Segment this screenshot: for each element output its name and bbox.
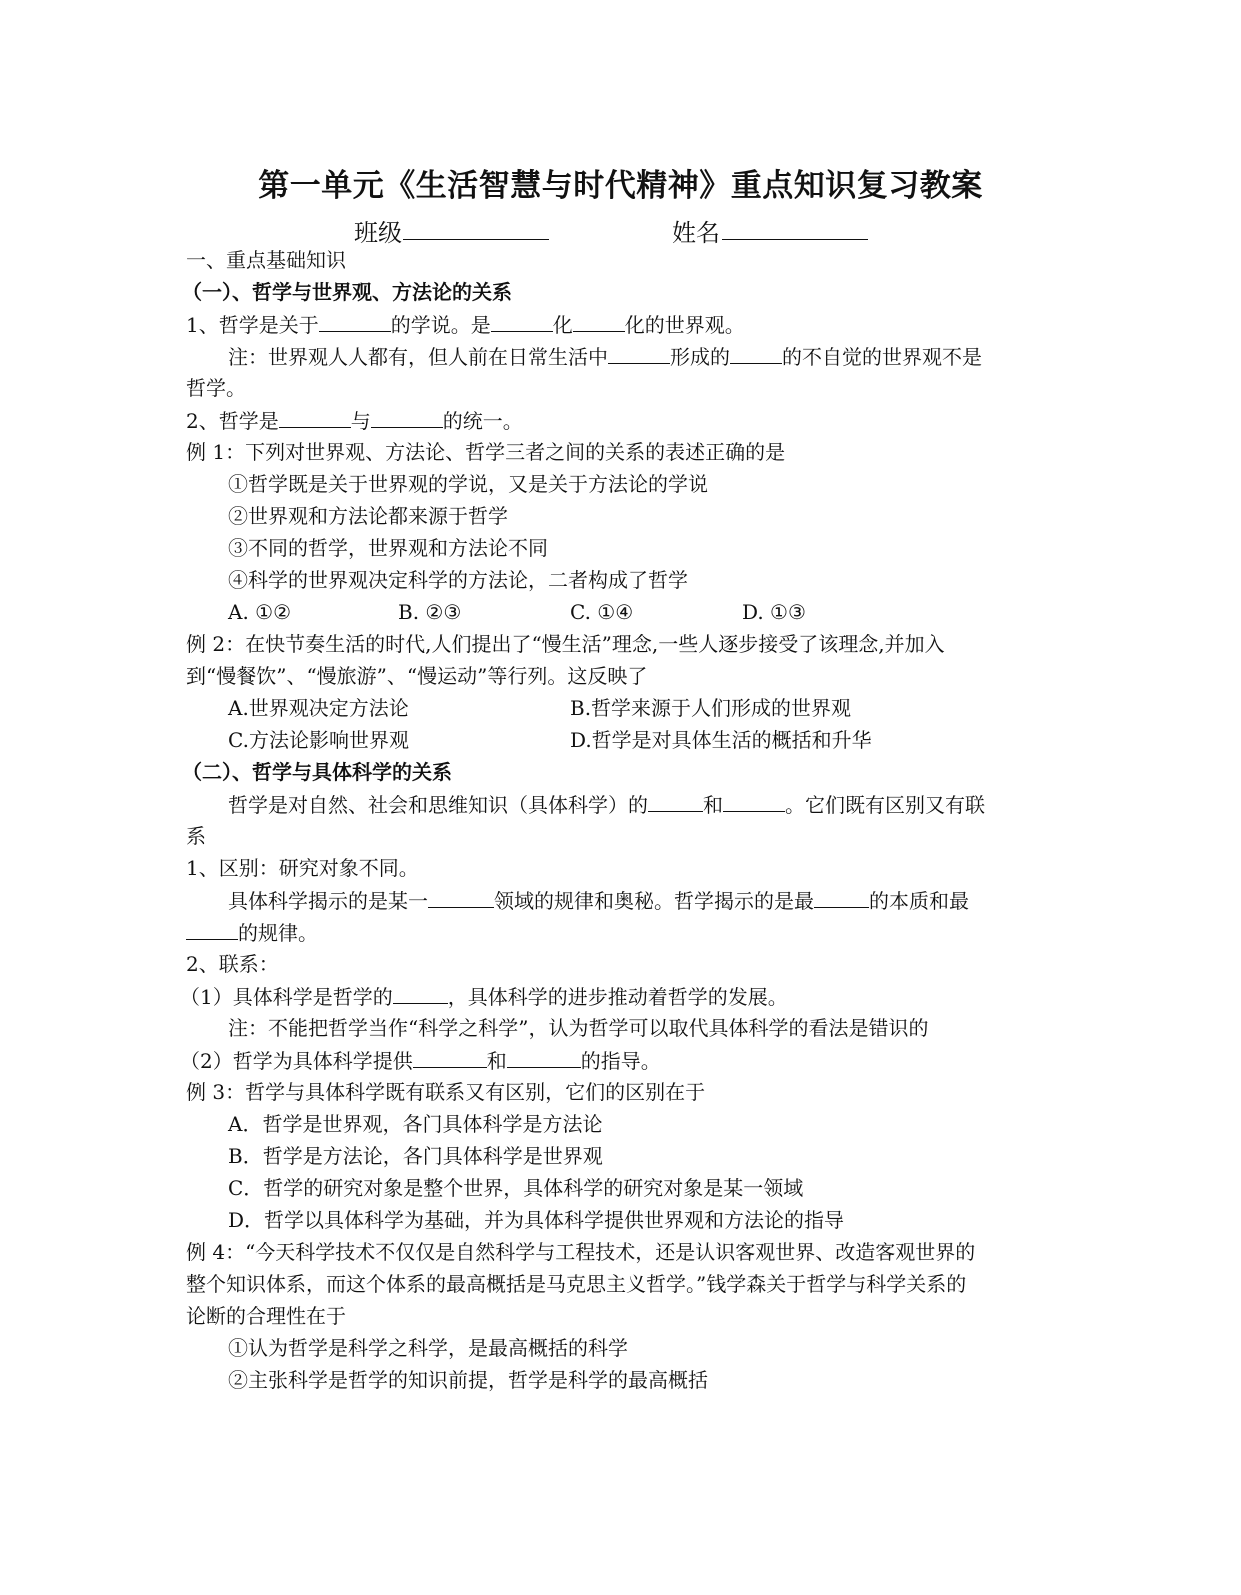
- text: 化的世界观。: [624, 313, 745, 337]
- blank: [413, 1047, 487, 1068]
- text: 的学说。是: [390, 313, 491, 337]
- note-1: [228, 343, 982, 370]
- text: 和: [703, 793, 723, 817]
- name-blank: [722, 239, 868, 240]
- example-3-option-a: A．哲学是世界观，各门具体科学是方法论: [228, 1112, 603, 1136]
- example-2-option-d: D.哲学是对具体生活的概括和升华: [570, 728, 872, 752]
- section-heading: 一、重点基础知识: [186, 248, 346, 272]
- text: 具体科学揭示的是某一: [228, 889, 428, 913]
- example-3-option-c: C．哲学的研究对象是整个世界，具体科学的研究对象是某一领域: [228, 1176, 804, 1200]
- example-3-stem: 例 3：哲学与具体科学既有联系又有区别，它们的区别在于: [186, 1080, 706, 1104]
- intro-2-cont: 系: [186, 824, 206, 848]
- example-4-item: ①认为哲学是科学之科学，是最高概括的科学: [228, 1336, 628, 1360]
- text: 哲学是对自然、社会和思维知识（具体科学）的: [228, 793, 648, 817]
- blank: [608, 343, 670, 364]
- example-3-option-b: B．哲学是方法论，各门具体科学是世界观: [228, 1144, 603, 1168]
- text: 和: [486, 1049, 507, 1073]
- text: 化: [552, 313, 573, 337]
- text: 的规律。: [238, 921, 318, 945]
- text: 1、哲学是关于: [186, 313, 319, 337]
- link-2: [180, 1047, 661, 1074]
- page-title: 第一单元《生活智慧与时代精神》重点知识复习教案: [258, 168, 983, 204]
- blank: [491, 311, 553, 332]
- link-1: [180, 983, 788, 1010]
- blank: [186, 919, 238, 940]
- text: 的统一。: [442, 409, 523, 433]
- point-1: [186, 311, 745, 338]
- text: 与: [350, 409, 371, 433]
- example-1-item: ③不同的哲学，世界观和方法论不同: [228, 536, 548, 560]
- example-3-option-d: D．哲学以具体科学为基础，并为具体科学提供世界观和方法论的指导: [228, 1208, 845, 1232]
- blank: [279, 407, 351, 428]
- blank: [319, 311, 391, 332]
- subsection-heading-1: （一）、哲学与世界观、方法论的关系: [182, 280, 512, 304]
- difference-cont: [186, 919, 318, 946]
- note-2: 注：不能把哲学当作“科学之科学”，认为哲学可以取代具体科学的看法是错识的: [228, 1016, 929, 1040]
- class-blank: [403, 239, 549, 240]
- text: （1）具体科学是哲学的: [180, 985, 393, 1009]
- example-1-option-b: B. ②③: [398, 600, 462, 624]
- example-2-stem: 例 2：在快节奏生活的时代,人们提出了“慢生活”理念,一些人逐步接受了该理念,并加入: [186, 632, 945, 656]
- blank: [507, 1047, 581, 1068]
- text: （2）哲学为具体科学提供: [180, 1049, 413, 1073]
- intro-2: [228, 791, 985, 818]
- difference-heading: 1、区别：研究对象不同。: [186, 856, 419, 880]
- example-1-item: ①哲学既是关于世界观的学说，又是关于方法论的学说: [228, 472, 708, 496]
- text: 的不自觉的世界观不是: [782, 345, 982, 369]
- example-2-option-b: B.哲学来源于人们形成的世界观: [570, 696, 852, 720]
- blank: [723, 791, 785, 812]
- example-2-stem-cont: 到“慢餐饮”、“慢旅游”、“慢运动”等行列。这反映了: [186, 664, 648, 688]
- blank: [428, 887, 494, 908]
- example-1-option-c: C. ①④: [570, 600, 634, 624]
- text: 注：世界观人人都有，但人前在日常生活中: [228, 345, 608, 369]
- text: 的指导。: [580, 1049, 661, 1073]
- subsection-heading-2: （二）、哲学与具体科学的关系: [182, 760, 452, 784]
- text: 领域的规律和奥秘。哲学揭示的是最: [494, 889, 814, 913]
- example-1-option-d: D. ①③: [742, 600, 806, 624]
- blank: [814, 887, 869, 908]
- example-4-stem-cont: 论断的合理性在于: [186, 1304, 346, 1328]
- example-2-option-c: C.方法论影响世界观: [228, 728, 409, 752]
- name-label: 姓名: [672, 219, 720, 247]
- text: 形成的: [670, 345, 730, 369]
- blank: [371, 407, 443, 428]
- blank: [573, 311, 625, 332]
- blank: [393, 983, 448, 1004]
- difference-text: [228, 887, 969, 914]
- example-1-stem: 例 1：下列对世界观、方法论、哲学三者之间的关系的表述正确的是: [186, 440, 786, 464]
- text: 2、哲学是: [186, 409, 279, 433]
- example-1-item: ④科学的世界观决定科学的方法论，二者构成了哲学: [228, 568, 688, 592]
- example-4-item: ②主张科学是哲学的知识前提，哲学是科学的最高概括: [228, 1368, 708, 1392]
- note-1-cont: 哲学。: [186, 376, 246, 400]
- class-label: 班级: [354, 219, 402, 247]
- blank: [730, 343, 782, 364]
- example-4-stem: 例 4：“今天科学技术不仅仅是自然科学与工程技术，还是认识客观世界、改造客观世界的: [186, 1240, 976, 1264]
- blank: [648, 791, 703, 812]
- point-2: [186, 407, 523, 434]
- example-1-option-a: A. ①②: [228, 600, 292, 624]
- text: ，具体科学的进步推动着哲学的发展。: [447, 985, 788, 1009]
- example-1-item: ②世界观和方法论都来源于哲学: [228, 504, 508, 528]
- link-heading: 2、联系：: [186, 952, 279, 976]
- example-2-option-a: A.世界观决定方法论: [228, 696, 409, 720]
- text: 的本质和最: [869, 889, 969, 913]
- example-4-stem-cont: 整个知识体系，而这个体系的最高概括是马克思主义哲学。”钱学森关于哲学与科学关系的: [186, 1272, 967, 1296]
- text: 。它们既有区别又有联: [785, 793, 985, 817]
